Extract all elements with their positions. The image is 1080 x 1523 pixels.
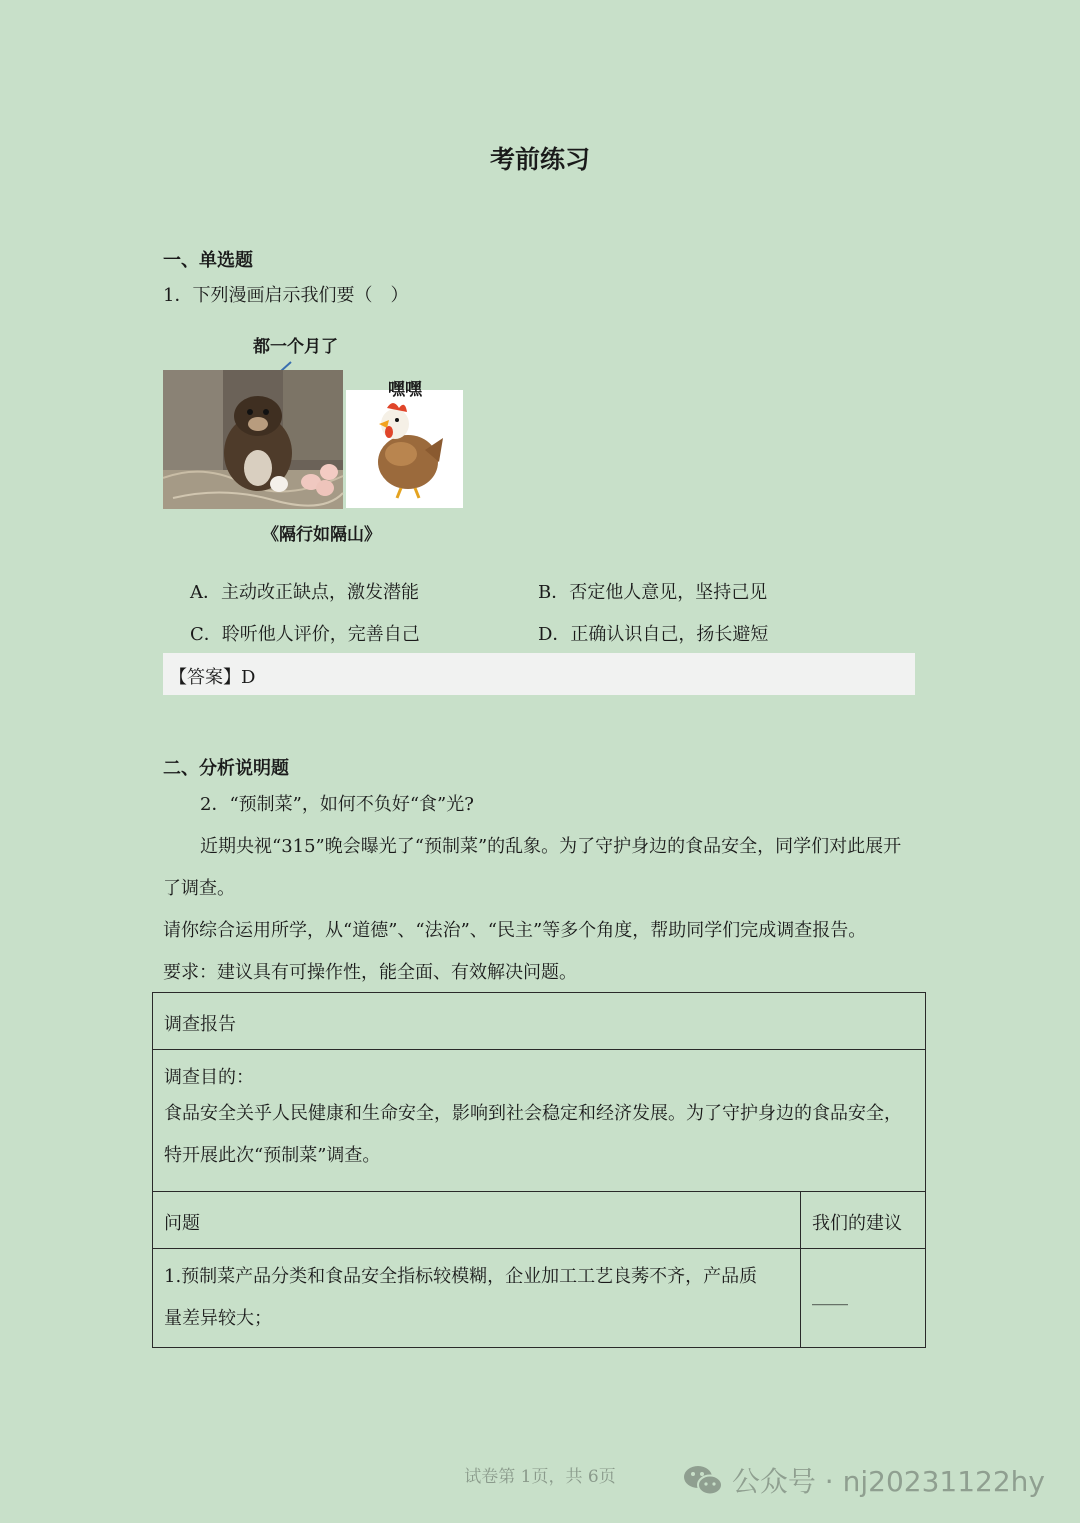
hen-speech-text: 嘿嘿: [388, 380, 422, 400]
report-header: 调查报告: [164, 1014, 236, 1035]
page-title: 考前练习: [489, 145, 590, 174]
problem-column-header: 问题: [153, 1192, 801, 1249]
wechat-icon: [683, 1463, 723, 1497]
purpose-line-1: 食品安全关乎人民健康和生命安全，影响到社会稳定和经济发展。为了守护身边的食品安全，: [164, 1103, 902, 1124]
paragraph-1-line-1: 近期央视“315”晚会曝光了“预制菜”的乱象。为了守护身边的食品安全，同学们对此展开: [200, 836, 902, 857]
paragraph-1-line-2: 了调查。: [163, 878, 235, 899]
purpose-cell: [153, 1050, 926, 1192]
answer-box: [163, 653, 915, 695]
option-d: D．正确认识自己，扬长避短: [538, 624, 769, 645]
purpose-label: 调查目的：: [164, 1067, 254, 1088]
answer-text: 【答案】D: [169, 667, 256, 688]
question-1-text: 1．下列漫画启示我们要（ ）: [163, 285, 409, 306]
problem-1-line-2: 量差异较大；: [164, 1308, 272, 1329]
suggestion-1-blank: ____: [812, 1285, 848, 1306]
option-b: B．否定他人意见，坚持己见: [538, 582, 768, 603]
report-table: [152, 992, 926, 1348]
paragraph-2: 请你综合运用所学，从“道德”、“法治”、“民主”等多个角度，帮助同学们完成调查报告。: [163, 920, 867, 941]
question-2-text: 2．“预制菜”，如何不负好“食”光?: [200, 794, 474, 815]
page-footer: 试卷第 1页，共 6页: [464, 1467, 616, 1487]
watermark-text: 公众号 · nj20231122hy: [731, 1465, 1045, 1498]
suggestion-column-header: 我们的建议: [801, 1192, 926, 1249]
report-header-cell: [153, 993, 926, 1050]
option-a: A．主动改正缺点，激发潜能: [190, 582, 419, 603]
watermark: [683, 1460, 1045, 1500]
problem-1-cell: [153, 1249, 801, 1348]
option-c: C．聆听他人评价，完善自己: [190, 624, 420, 645]
problem-1-line-1: 1.预制菜产品分类和食品安全指标较模糊，企业加工工艺良莠不齐，产品质: [164, 1266, 758, 1287]
section-heading-single-choice: 一、单选题: [163, 250, 253, 271]
paragraph-3: 要求：建议具有可操作性，能全面、有效解决问题。: [163, 962, 577, 983]
section-heading-analysis: 二、分析说明题: [163, 758, 289, 779]
puppy-speech-text: 都一个月了: [253, 337, 338, 357]
purpose-line-2: 特开展此次“预制菜”调查。: [164, 1145, 381, 1166]
cartoon-caption: 《隔行如隔山》: [262, 525, 381, 545]
suggestion-1-cell[interactable]: [801, 1249, 926, 1348]
